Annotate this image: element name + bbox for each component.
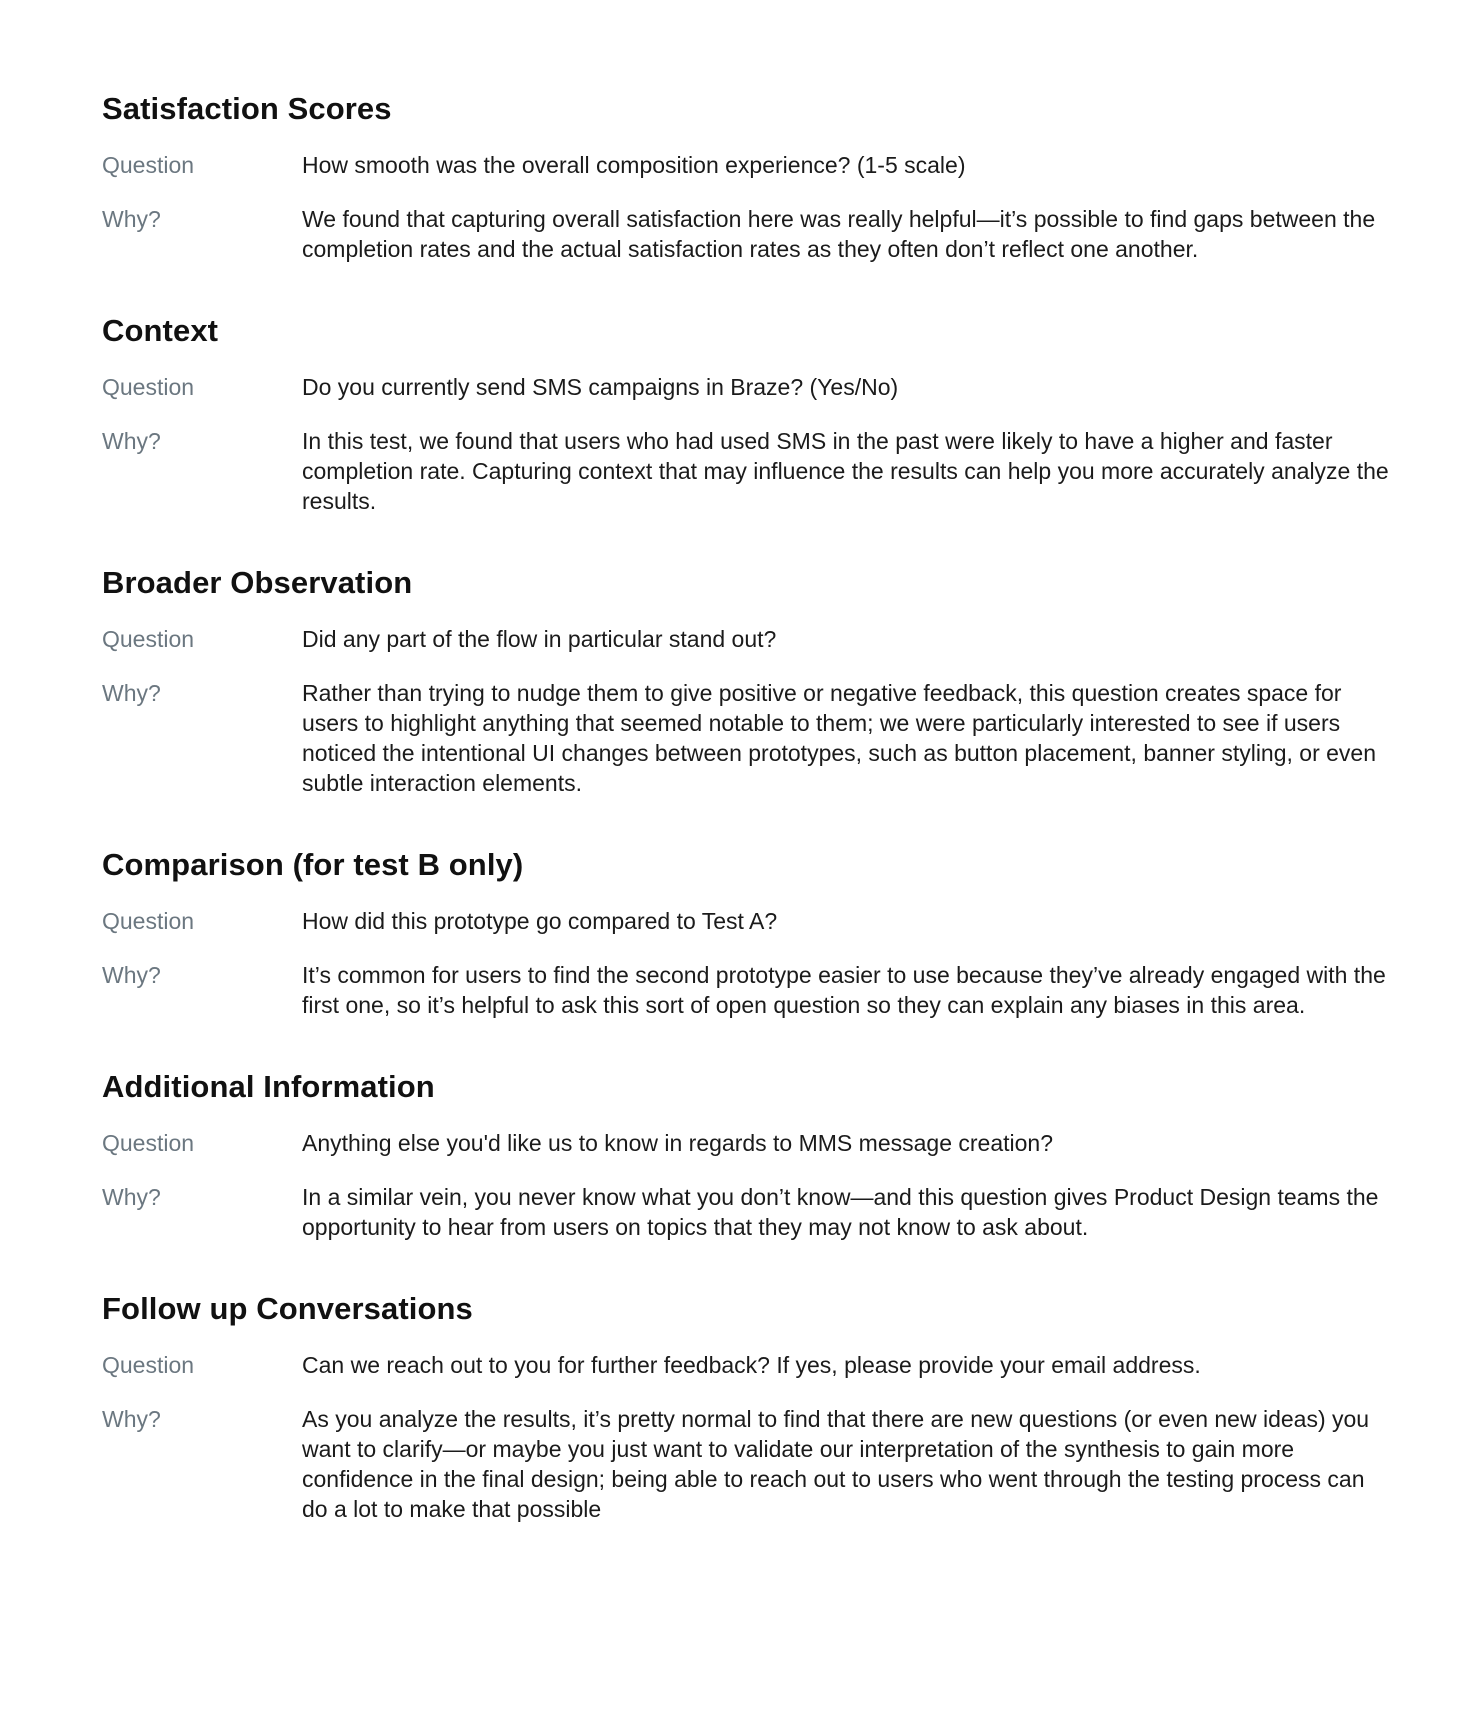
why-label: Why? [102, 428, 161, 454]
question-label: Question [102, 908, 195, 934]
why-text: As you analyze the results, it’s pretty normal to find that there are new questions (or even new ideas) you want to clarify—or maybe you just want to validate our interpretation of the synthesis to gain more confidence in the final design; being able to reach out to users who went through the testing process can do a lot to make that possible [302, 1406, 1370, 1522]
section-title: Additional Information [102, 1069, 435, 1104]
question-text: How did this prototype go compared to Test A? [302, 908, 778, 934]
question-label: Question [102, 152, 195, 178]
section-title: Comparison (for test B only) [102, 847, 524, 882]
question-row [102, 1350, 1389, 1380]
why-text: It’s common for users to find the second prototype easier to use because they’ve already engaged with the first one, so it’s helpful to ask this sort of open question so they can explain any biases in this area. [302, 962, 1386, 1018]
why-text: Rather than trying to nudge them to give positive or negative feedback, this question creates space for users to highlight anything that seemed notable to them; we were particularly interested to see if users noticed the intentional UI changes between prototypes, such as button placement, banner styling, or even subtle interaction elements. [302, 680, 1377, 796]
section-title: Broader Observation [102, 565, 413, 600]
question-text: Can we reach out to you for further feedback? If yes, please provide your email address. [302, 1352, 1201, 1378]
question-text: Anything else you'd like us to know in regards to MMS message creation? [302, 1130, 1053, 1156]
why-label: Why? [102, 962, 161, 988]
question-row [102, 906, 1389, 936]
why-label: Why? [102, 1184, 161, 1210]
why-row [102, 426, 1389, 516]
section-title: Context [102, 313, 219, 348]
why-row [102, 1404, 1389, 1524]
question-row [102, 372, 1389, 402]
question-label: Question [102, 1130, 195, 1156]
why-label: Why? [102, 1406, 161, 1432]
section-title: Follow up Conversations [102, 1291, 473, 1326]
why-row [102, 204, 1389, 264]
question-text: Do you currently send SMS campaigns in Braze? (Yes/No) [302, 374, 899, 400]
section-broader-observation [102, 564, 1389, 798]
why-row [102, 1182, 1389, 1242]
why-label: Why? [102, 680, 161, 706]
question-label: Question [102, 626, 195, 652]
question-row [102, 150, 1389, 180]
why-text: In this test, we found that users who had used SMS in the past were likely to have a higher and faster completion rate. Capturing context that may influence the results can help you more accurately analyze the results. [302, 428, 1389, 514]
question-text: How smooth was the overall composition experience? (1-5 scale) [302, 152, 966, 178]
section-follow-up-conversations [102, 1290, 1389, 1524]
why-text: We found that capturing overall satisfaction here was really helpful—it’s possible to find gaps between the completion rates and the actual satisfaction rates as they often don’t reflect one another. [302, 206, 1376, 262]
question-label: Question [102, 1352, 195, 1378]
question-row [102, 1128, 1389, 1158]
section-satisfaction-scores [102, 90, 1389, 264]
section-context [102, 312, 1389, 516]
why-label: Why? [102, 206, 161, 232]
section-additional-information [102, 1068, 1389, 1242]
why-text: In a similar vein, you never know what you don’t know—and this question gives Product Design teams the opportunity to hear from users on topics that they may not know to ask about. [302, 1184, 1379, 1240]
question-row [102, 624, 1389, 654]
section-comparison [102, 846, 1389, 1020]
question-text: Did any part of the flow in particular stand out? [302, 626, 777, 652]
why-row [102, 960, 1389, 1020]
why-row [102, 678, 1389, 798]
section-title: Satisfaction Scores [102, 91, 392, 126]
question-label: Question [102, 374, 195, 400]
